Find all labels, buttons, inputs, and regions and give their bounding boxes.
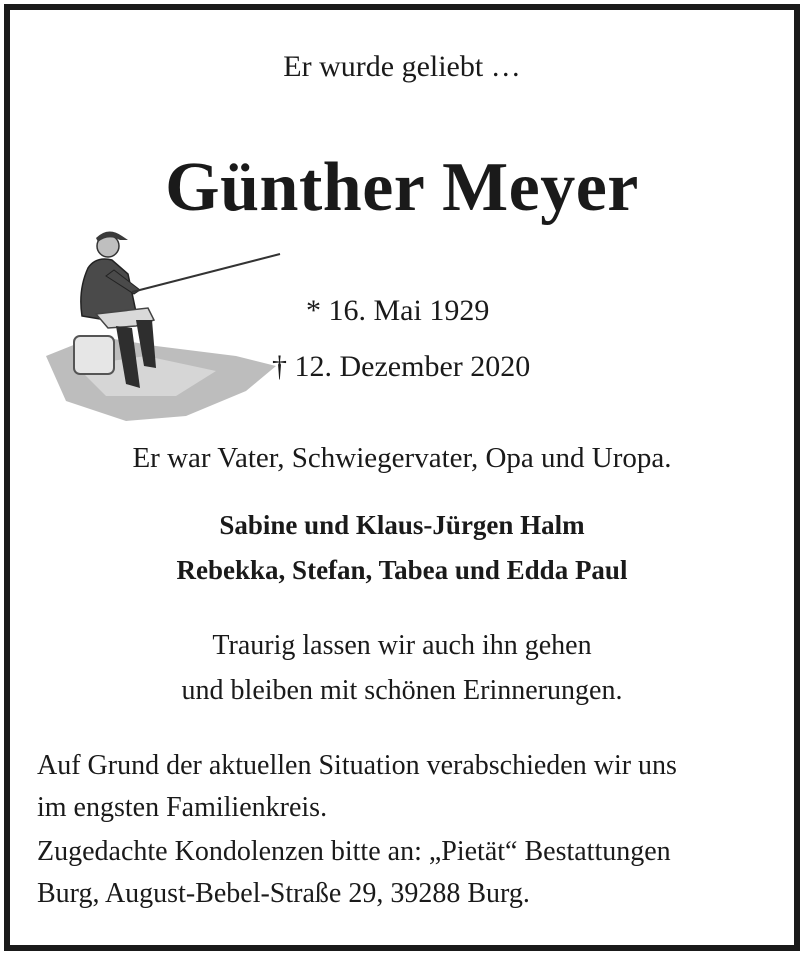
obituary-content: [10, 10, 794, 945]
mourner-line: Rebekka, Stefan, Tabea und Edda Paul: [176, 555, 628, 585]
mourner-line: Sabine und Klaus-Jürgen Halm: [219, 510, 585, 540]
info-line: Zugedachte Kondolenzen bitte an: „Pietät“ Bestattungen: [37, 836, 671, 867]
info-line: Auf Grund der aktuellen Situation verabschieden wir uns: [37, 750, 677, 781]
closing-line: Traurig lassen wir auch ihn gehen: [212, 630, 592, 661]
info-line: Burg, August-Bebel-Straße 29, 39288 Burg.: [37, 878, 530, 909]
death-date: † 12. Dezember 2020: [272, 350, 531, 383]
intro-text: Er wurde geliebt …: [283, 50, 521, 83]
fisherman-illustration: [36, 216, 286, 426]
fishing-rod: [132, 254, 280, 292]
deceased-name: Günther Meyer: [165, 149, 639, 226]
closing-line: und bleiben mit schönen Erinnerungen.: [181, 675, 623, 706]
obituary-frame: [4, 4, 800, 951]
family-role-text: Er war Vater, Schwiegervater, Opa und Uropa.: [132, 442, 672, 474]
stool: [74, 336, 114, 374]
info-line: im engsten Familienkreis.: [37, 792, 328, 823]
birth-date: * 16. Mai 1929: [306, 294, 490, 327]
